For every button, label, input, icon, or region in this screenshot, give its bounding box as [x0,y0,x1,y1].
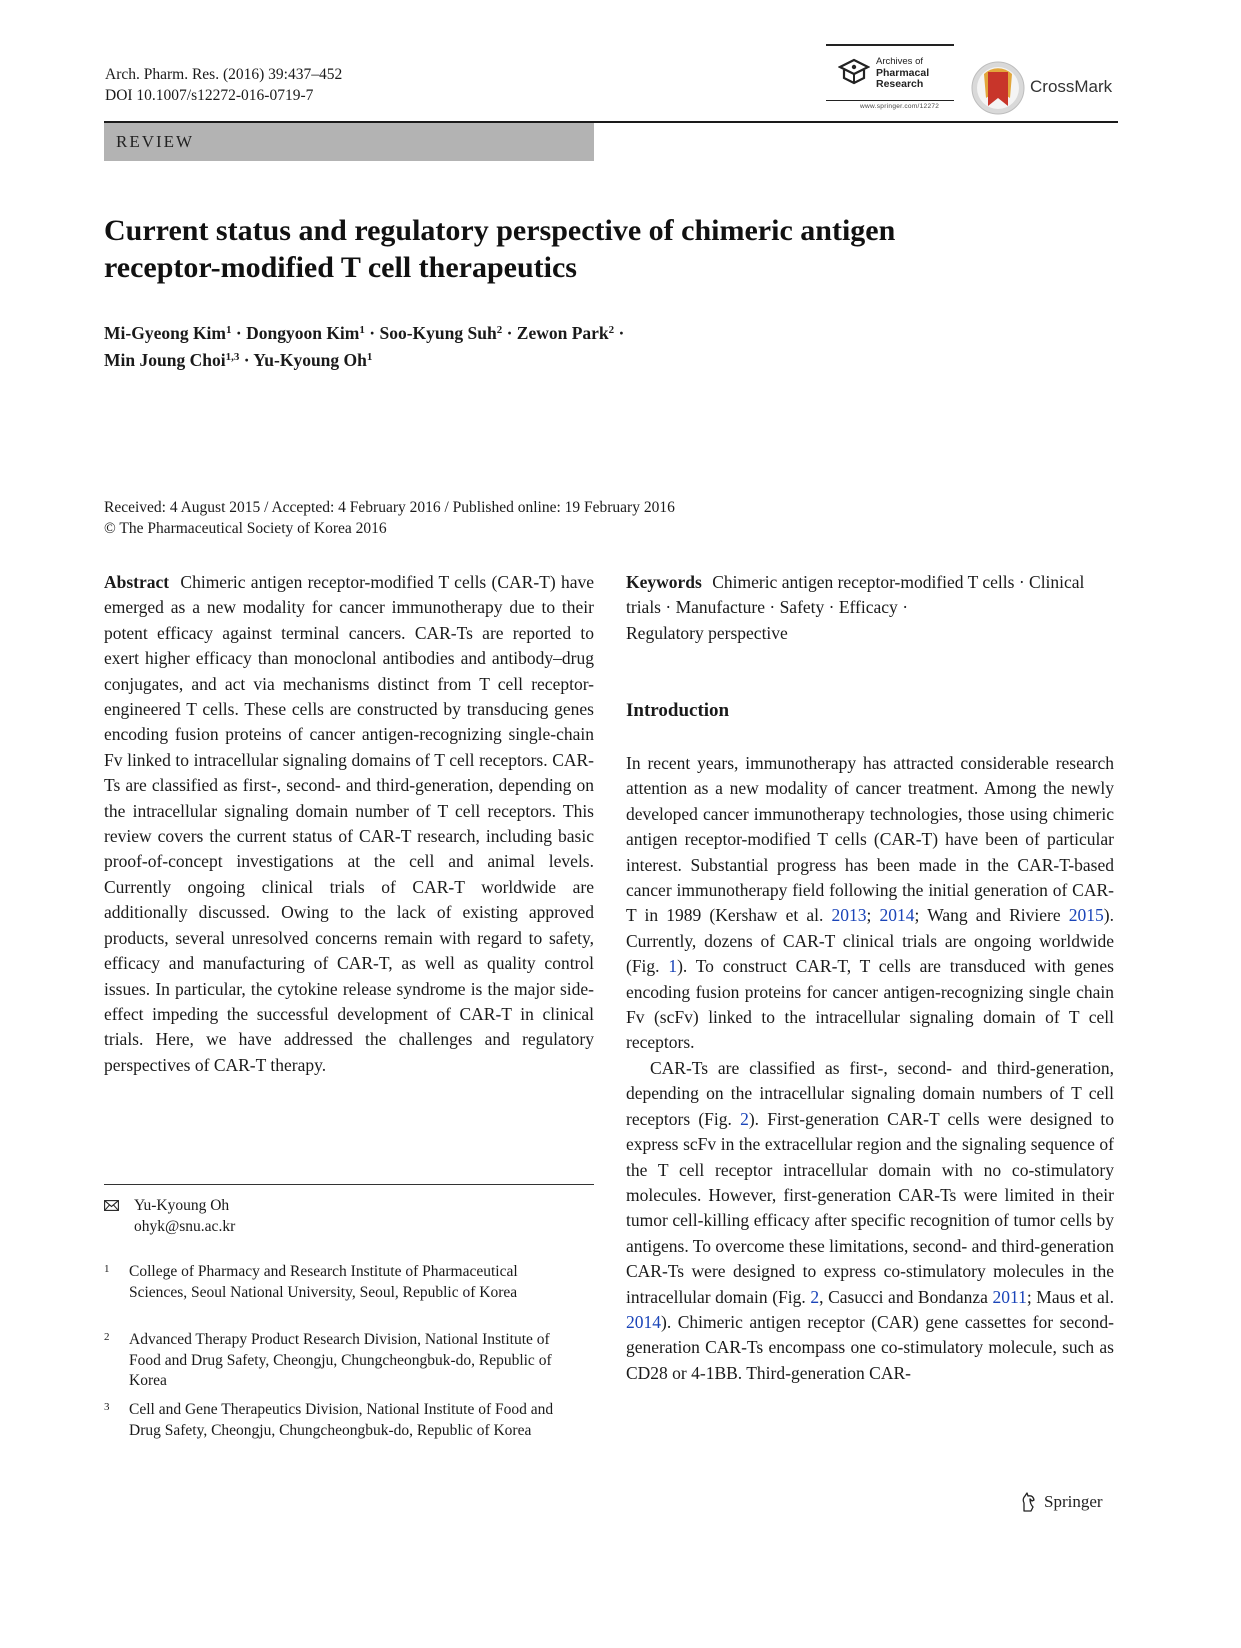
author-name[interactable]: Soo-Kyung Suh [379,323,497,343]
affiliation-number: 2 [104,1331,110,1343]
citation-link[interactable]: 2015 [1068,905,1104,926]
history-dates: Received: 4 August 2015 / Accepted: 4 February 2016 / Published online: 19 February 2016 [104,499,675,516]
title-line-2: receptor-modified T cell therapeutics [104,251,577,284]
logo-rule [826,100,954,101]
publisher-name: Springer [1044,1492,1103,1511]
body-text: ). To construct CAR-T, T cells are transduced with genes encoding fusion proteins for cancer antigen-recognizing single chain Fv (scFv) linked to the intracellular signaling domain of T cell receptors. [626,956,1114,1053]
keyword: Safety [779,597,825,618]
keyword-separator: · [824,597,839,618]
body-text: In recent years, immunotherapy has attracted considerable research attention as a new modality of cancer treatment. Among the newly developed cancer immunotherapy technologies, those using chimeric antigen receptor-modified T cells (CAR-T) have been of particular interest. Substantial progress has been made in the CAR-T-based cancer immunotherapy field following the initial generation of CAR-T in 1989 (Kershaw et al. [626,753,1114,926]
logo-line-3: Research [876,78,924,90]
copyright-line: © The Pharmaceutical Society of Korea 2016 [104,520,387,537]
keyword: Manufacture [675,597,765,618]
author-separator: · [239,350,254,370]
author-affiliation-mark: 1 [366,351,373,363]
author-name[interactable]: Zewon Park [516,323,609,343]
logo-line-2: Pharmacal [876,66,930,79]
body-text: ; Maus et al. [1026,1286,1115,1307]
abstract-label: Abstract [104,572,170,592]
journal-logo-text [876,56,929,91]
author-separator: · [502,323,517,343]
figure-link[interactable]: 2 [810,1286,820,1307]
citation-link[interactable]: 2014 [879,905,915,926]
body-text: CAR-Ts are classified as first-, second- and third-generation, depending on the intracellular signaling domain numbers of T cell receptors (Fig. [626,1057,1114,1129]
author-line-1 [104,320,1104,347]
correspondence-details [134,1196,235,1237]
author-name[interactable]: Dongyoon Kim [246,323,360,343]
crossmark-label: CrossMark [1030,77,1113,96]
keyword-separator: · [1014,572,1030,592]
article-type-bar [104,123,594,161]
affiliation [104,1330,569,1392]
citation-link[interactable]: 2011 [992,1286,1027,1307]
citation-line: Arch. Pharm. Res. (2016) 39:437–452 [105,66,343,83]
body-text: , Casucci and Bondanza [819,1286,993,1307]
body-text: ; [866,905,880,926]
springer-horse-icon [1018,1491,1040,1513]
keyword: Chimeric antigen receptor-modified T cells [712,572,1015,592]
keyword: Clinical trials [626,572,1085,618]
affiliation-number: 1 [104,1263,110,1275]
crossmark-icon [970,60,1026,116]
abstract [104,570,594,1078]
journal-logo[interactable] [826,44,954,110]
doi-line[interactable]: DOI 10.1007/s12272-016-0719-7 [105,87,314,104]
affiliation-text: Cell and Gene Therapeutics Division, National Institute of Food and Drug Safety, Cheongju, Chungcheongbuk-do, Republic of Korea [129,1401,554,1439]
citation-link[interactable]: 2014 [626,1311,661,1332]
envelope-icon [104,1200,119,1211]
citation-link[interactable]: 2013 [831,905,867,926]
author-list [104,320,1104,374]
author-affiliation-mark: 1 [226,324,232,336]
title-line-1: Current status and regulatory perspective of chimeric antigen [104,214,896,247]
article-title [104,212,1114,286]
keywords [626,570,1114,646]
journal-citation [105,64,342,106]
corresponding-author-email[interactable]: ohyk@snu.ac.kr [134,1217,236,1235]
keyword-separator: · [897,597,909,618]
author-name[interactable]: Min Joung Choi [104,350,226,370]
author-affiliation-mark: 2 [608,324,615,336]
abstract-text: Chimeric antigen receptor-modified T cells (CAR-T) have emerged as a new modality for cancer immunotherapy due to their potent efficacy against terminal cancers. CAR-Ts are reported to exert higher efficacy than monoclonal antibodies and antibody–drug conjugates, and act via mechanisms distinct from T cell receptor-engineered T cells. These cells are constructed by transducing genes encoding fusion proteins of cancer antigen-recognizing single-chain Fv linked to intracellular signaling domains of T cell receptors. CAR-Ts are classified as first-, second- and third-generation, depending on the intracellular signaling domain number of T cell receptors. This review covers the current status of CAR-T research, including basic proof-of-concept investigations at the cell and animal levels. Currently ongoing clinical trials of CAR-T worldwide are additionally discussed. Owing to the lack of existing approved products, several unresolved concerns remain with regard to safety, efficacy and manufacturing of CAR-T, as well as quality control issues. In particular, the cytokine release syndrome is the major side-effect impeding the successful development of CAR-T in clinical trials. Here, we have addressed the challenges and regulatory perspectives of CAR-T therapy. [104,572,594,1075]
book-icon [838,58,870,86]
intro-paragraph-2 [626,1056,1114,1386]
journal-url[interactable]: www.springer.com/12272 [860,103,940,110]
keyword-separator: · [661,597,676,618]
corresponding-author-name: Yu-Kyoung Oh [134,1197,230,1214]
footnote-rule [104,1184,594,1185]
figure-link[interactable]: 1 [668,956,678,977]
author-name[interactable]: Yu-Kyoung Oh [253,350,367,370]
author-line-2 [104,347,1104,374]
keyword: Regulatory perspective [626,622,788,643]
author-separator: · [364,323,380,343]
affiliation [104,1262,569,1303]
body-text: ). Chimeric antigen receptor (CAR) gene cassettes for second-generation CAR-Ts encompass one co-stimulatory molecule, such as CD28 or 4-1BB. Third-generation CAR- [626,1311,1114,1383]
affiliation-text: Advanced Therapy Product Research Division, National Institute of Food and Drug Safety, Cheongju, Chungcheongbuk-do, Republic of Korea [129,1331,552,1389]
author-affiliation-mark: 2 [496,324,503,336]
logo-line-1: Archives of [876,56,923,67]
introduction-body [626,751,1114,1386]
author-affiliation-mark: 1 [359,324,365,336]
keyword: Efficacy [838,597,898,618]
keyword-separator: · [764,597,780,618]
introduction-heading: Introduction [626,700,730,721]
logo-rule [826,44,954,46]
body-text: ). Currently, dozens of CAR-T clinical trials are ongoing worldwide (Fig. [626,905,1114,977]
body-text: ). First-generation CAR-T cells were designed to express scFv in the extracellular region and the signaling sequence of the T cell receptor intracellular domain with no co-stimulatory molecules. However, first-generation CAR-Ts were limited in their tumor cell-killing efficacy after specific recognition of tumor cells by antigens. To overcome these limitations, second- and third-generation CAR-Ts were designed to express co-stimulatory molecules in the intracellular domain (Fig. [626,1108,1114,1307]
affiliation-number: 3 [104,1401,110,1413]
author-separator: · [231,323,247,343]
figure-link[interactable]: 2 [740,1108,749,1129]
intro-paragraph-1 [626,751,1114,1056]
author-affiliation-mark: 1,3 [225,351,240,363]
article-type-label: REVIEW [116,132,195,151]
springer-logo[interactable] [1018,1490,1118,1514]
author-separator: · [614,323,625,343]
crossmark-badge[interactable] [970,60,1120,116]
body-text: ; Wang and Riviere [914,905,1069,926]
affiliation [104,1400,569,1441]
affiliation-text: College of Pharmacy and Research Institute of Pharmaceutical Sciences, Seoul National University, Seoul, Republic of Korea [129,1263,518,1301]
keywords-label: Keywords [626,572,702,592]
author-name[interactable]: Mi-Gyeong Kim [104,323,226,343]
article-dates [104,497,1114,539]
